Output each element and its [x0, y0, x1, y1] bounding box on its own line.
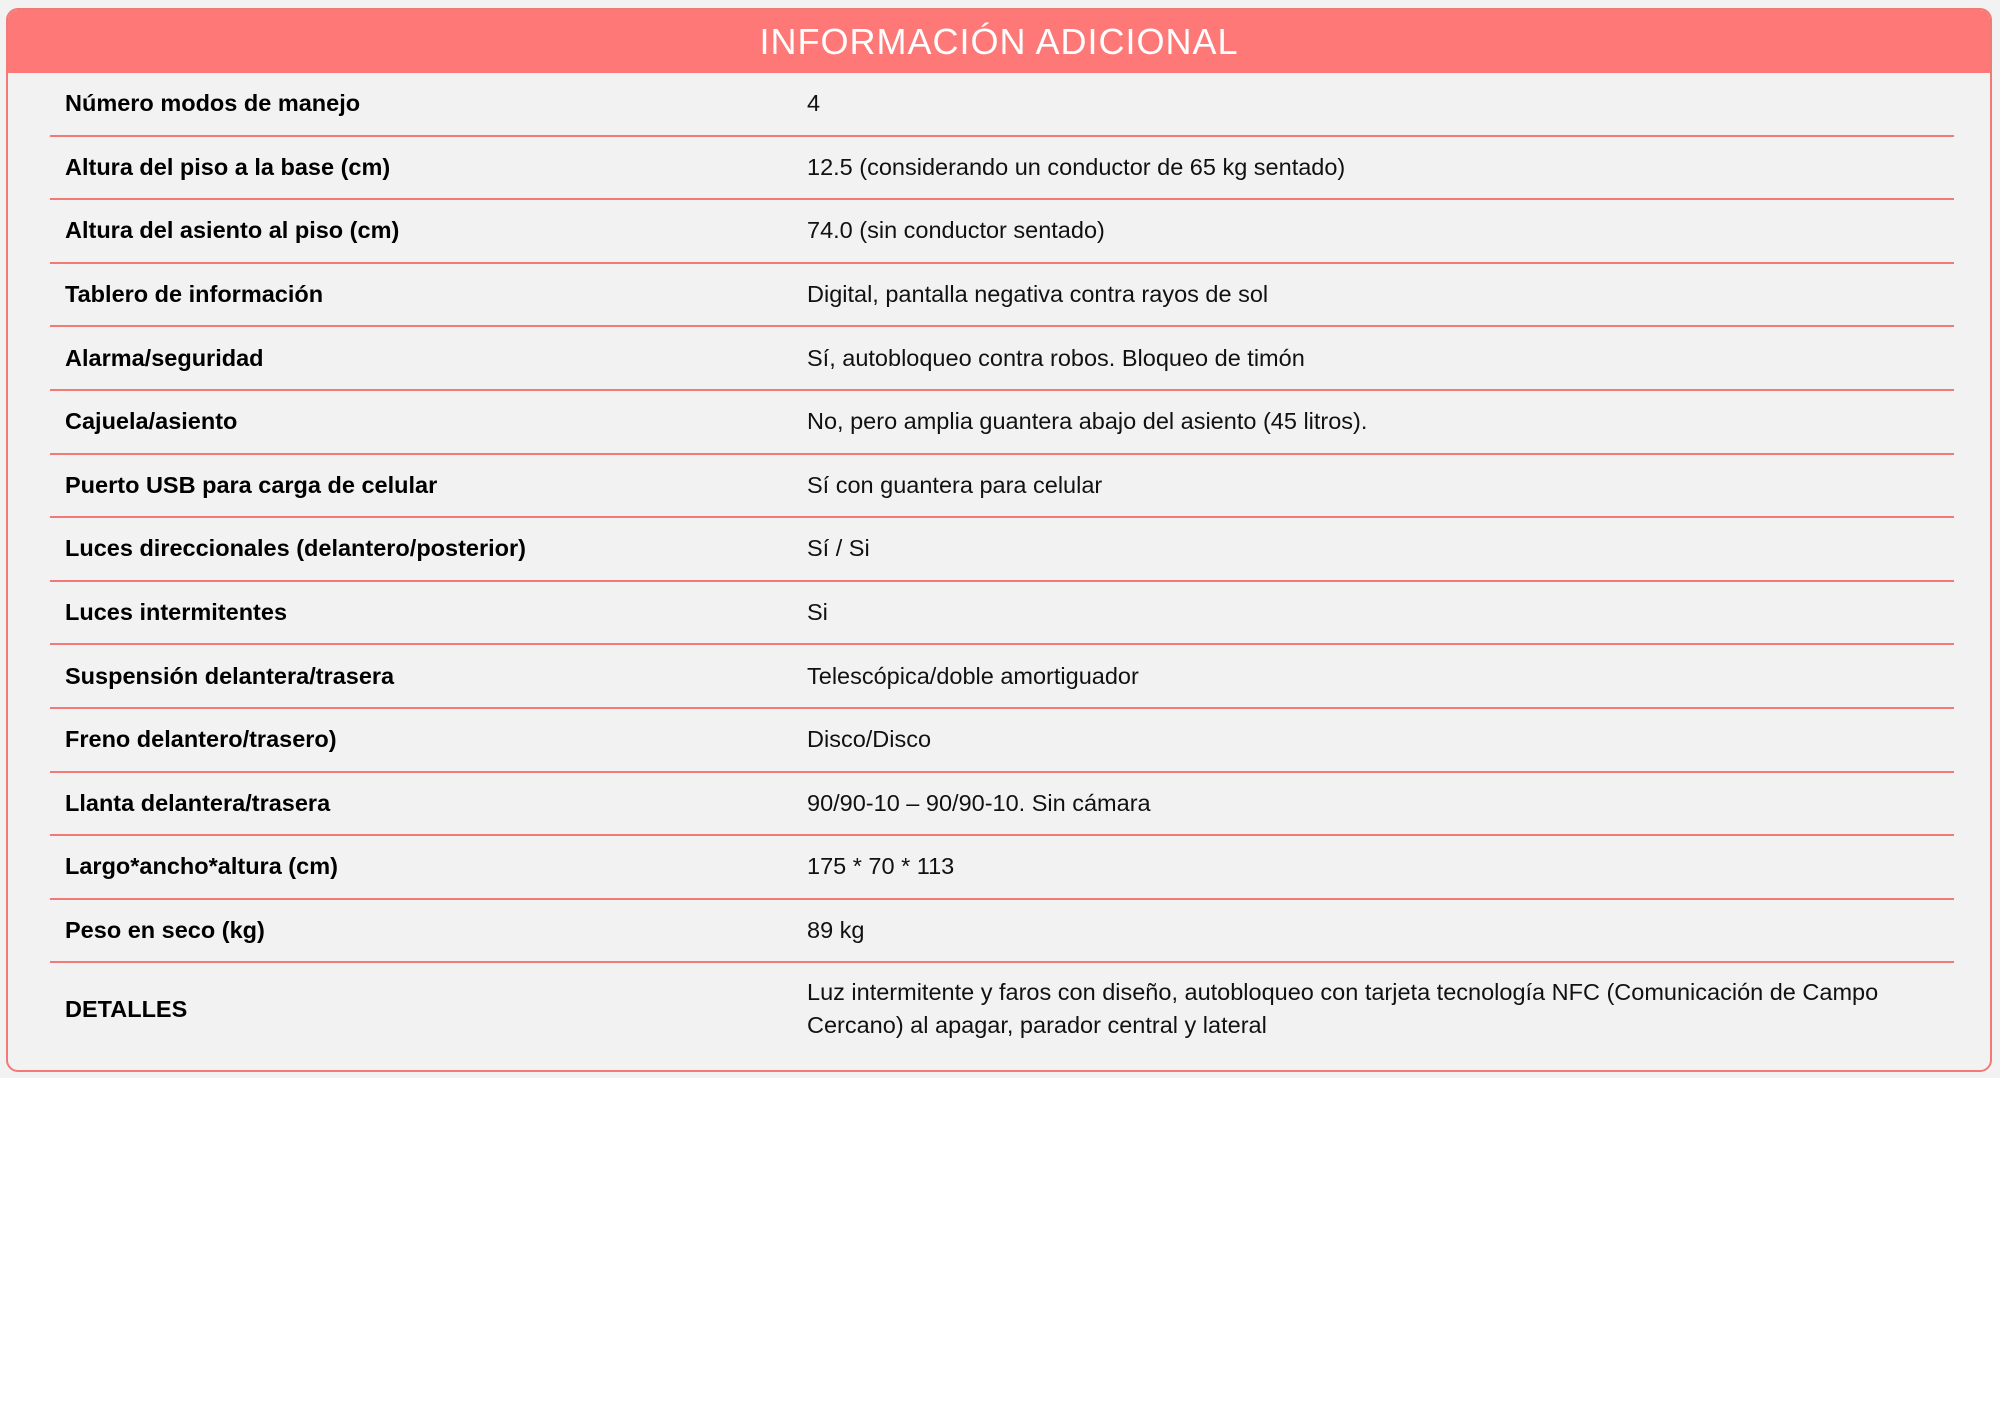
- spec-value: 90/90-10 – 90/90-10. Sin cámara: [807, 789, 1151, 816]
- spec-value: Telescópica/doble amortiguador: [807, 662, 1139, 689]
- spec-label: Puerto USB para carga de celular: [65, 471, 438, 498]
- spec-value: 89 kg: [807, 917, 865, 944]
- spec-value: 74.0 (sin conductor sentado): [807, 217, 1105, 244]
- spec-value: 12.5 (considerando un conductor de 65 kg sentado): [807, 153, 1346, 180]
- spec-table: [50, 73, 1954, 1055]
- spec-row-brakes: [50, 709, 1954, 773]
- spec-label: Largo*ancho*altura (cm): [65, 853, 338, 880]
- spec-value: Sí / Si: [807, 535, 870, 562]
- spec-value: Sí con guantera para celular: [807, 471, 1103, 498]
- spec-row-suspension: [50, 645, 1954, 709]
- spec-label: DETALLES: [65, 995, 188, 1022]
- spec-row-hazard-lights: [50, 582, 1954, 646]
- spec-label: Llanta delantera/trasera: [65, 789, 331, 816]
- spec-label: Altura del piso a la base (cm): [65, 153, 391, 180]
- additional-info-card: [6, 8, 1992, 1072]
- spec-value: No, pero amplia guantera abajo del asiento (45 litros).: [807, 408, 1368, 435]
- spec-label: Cajuela/asiento: [65, 408, 238, 435]
- spec-row-driving-modes: [50, 73, 1954, 137]
- spec-value: Sí, autobloqueo contra robos. Bloqueo de timón: [807, 344, 1305, 371]
- spec-row-usb-port: [50, 455, 1954, 519]
- spec-row-dimensions: [50, 836, 1954, 900]
- spec-value: Digital, pantalla negativa contra rayos de sol: [807, 281, 1269, 308]
- spec-value: Luz intermitente y faros con diseño, autobloqueo con tarjeta tecnología NFC (Comunicación de Campo Cercano) al apagar, parador central y lateral: [807, 979, 1879, 1039]
- spec-value: Disco/Disco: [807, 726, 932, 753]
- spec-row-details: [50, 963, 1954, 1055]
- card-title: INFORMACIÓN ADICIONAL: [759, 20, 1239, 62]
- card-header: [8, 10, 1990, 73]
- spec-label: Altura del asiento al piso (cm): [65, 217, 400, 244]
- spec-row-turn-signals: [50, 518, 1954, 582]
- spec-row-dry-weight: [50, 900, 1954, 964]
- spec-row-storage: [50, 391, 1954, 455]
- spec-row-floor-height: [50, 137, 1954, 201]
- spec-label: Luces direccionales (delantero/posterior): [65, 535, 526, 562]
- spec-row-dashboard: [50, 264, 1954, 328]
- spec-row-tires: [50, 773, 1954, 837]
- spec-label: Alarma/seguridad: [65, 344, 264, 371]
- spec-row-alarm: [50, 327, 1954, 391]
- spec-label: Freno delantero/trasero): [65, 726, 337, 753]
- spec-label: Luces intermitentes: [65, 599, 288, 626]
- spec-row-seat-height: [50, 200, 1954, 264]
- spec-label: Peso en seco (kg): [65, 917, 265, 944]
- spec-value: 175 * 70 * 113: [807, 853, 955, 880]
- spec-label: Número modos de manejo: [65, 90, 361, 117]
- spec-value: Si: [807, 599, 828, 626]
- spec-label: Tablero de información: [65, 281, 324, 308]
- spec-label: Suspensión delantera/trasera: [65, 662, 395, 689]
- spec-value: 4: [807, 90, 821, 117]
